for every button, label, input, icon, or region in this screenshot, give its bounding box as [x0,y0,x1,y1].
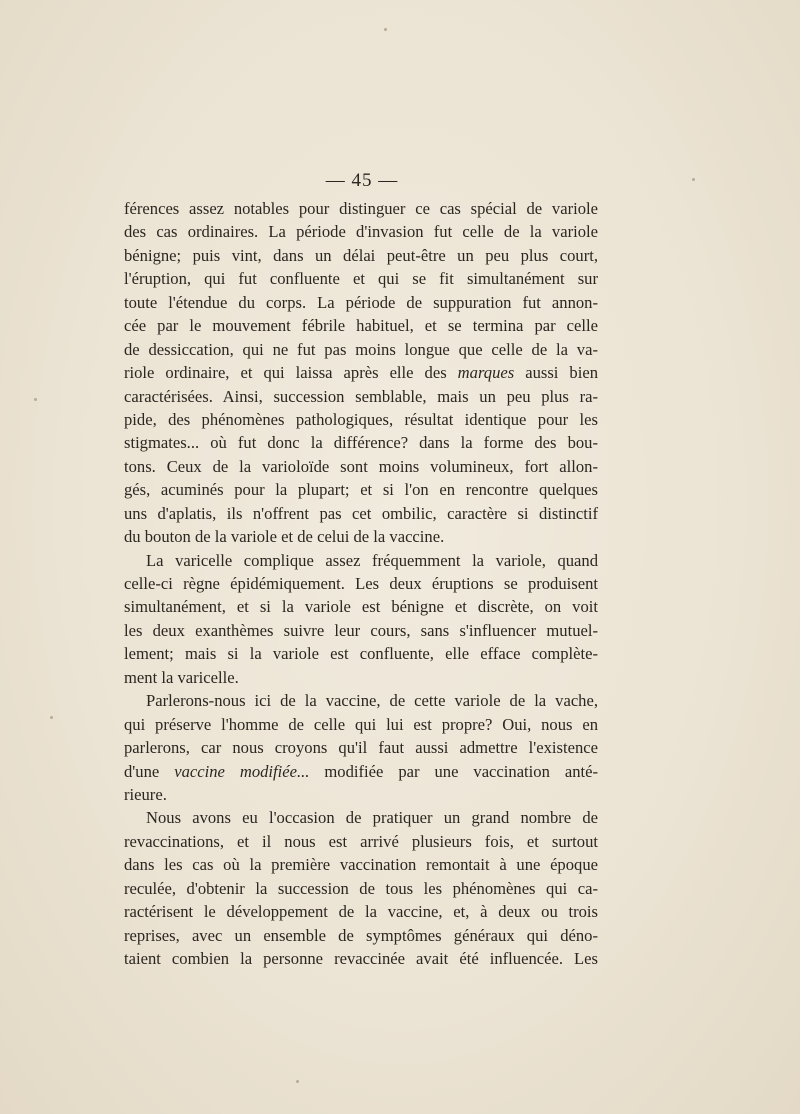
text-line [124,220,598,243]
text-line [124,267,598,290]
italic-phrase: marques [457,363,515,383]
text-line [124,736,598,759]
text-line [124,291,598,314]
text-line [124,314,598,337]
text-run: pide, des phénomènes pathologiques, résultat identique pour les [124,409,598,429]
text-run: celle-ci règne épidémiquement. Les deux éruptions se produisent [124,574,598,593]
text-line [124,689,598,712]
text-run: uns d'aplatis, ils n'offrent pas cet ombilic, caractère si distinctif [124,503,598,523]
body-text [124,197,598,970]
text-run: Parlerons-nous ici de la vaccine, de cette variole de la vache, [146,691,598,711]
text-line [124,525,598,548]
text-line [124,642,598,665]
paper-speck [296,1080,299,1083]
text-line [124,572,598,595]
text-run: qui préserve l'homme de celle qui lui est propre? Oui, nous en [124,714,598,734]
text-line [124,361,598,384]
text-run: des cas ordinaires. La période d'invasion fut celle de la variole [124,222,598,242]
page-number: — 45 — [325,170,399,191]
text-run: reprises, avec un ensemble de symptômes généraux qui déno- [124,925,598,945]
text-line [124,806,598,829]
paper-speck [34,398,37,401]
text-run: toute l'étendue du corps. La période de suppuration fut annon- [124,292,598,312]
paper-speck [50,716,53,719]
text-run: caractérisées. Ainsi, succession semblable, mais un peu plus ra- [124,386,598,406]
text-run: gés, acuminés pour la plupart; et si l'on en rencontre quelques [124,480,598,500]
text-run: riole ordinaire, et qui laissa après elle des [124,363,458,383]
text-run: ment la varicelle. [124,667,239,687]
text-line [124,455,598,478]
text-run: La varicelle complique assez fréquemment la variole, quand [146,550,598,570]
text-run: de dessiccation, qui ne fut pas moins longue que celle de la va- [124,339,598,359]
text-line [124,666,598,689]
text-run: dans les cas où la première vaccination remontait à une époque [124,855,598,875]
text-line [124,595,598,618]
text-line [124,408,598,431]
text-line [124,197,598,220]
text-run: ractérisent le développement de la vaccine, et, à deux ou trois [124,902,598,922]
text-line [124,947,598,970]
text-run: modifiée par une vaccination anté- [309,761,598,781]
text-line [124,924,598,947]
text-run: l'éruption, qui fut confluente et qui se fit simultanément sur [124,269,598,289]
text-line [124,549,598,572]
text-line [124,244,598,267]
text-run: lement; mais si la variole est confluente, elle efface complète- [124,644,598,664]
text-line [124,619,598,642]
text-run: taient combien la personne revaccinée avait été influencée. Les [124,949,598,968]
text-line [124,385,598,408]
text-line [124,760,598,783]
text-run: parlerons, car nous croyons qu'il faut aussi admettre l'existence [124,738,598,758]
text-run: cée par le mouvement fébrile habituel, et se termina par celle [124,316,598,336]
text-line [124,900,598,923]
text-run: aussi bien [514,363,598,383]
text-run: reculée, d'obtenir la succession de tous les phénomènes qui ca- [124,878,598,898]
text-run: les deux exanthèmes suivre leur cours, sans s'influencer mutuel- [124,620,598,640]
text-line [124,502,598,525]
text-run: revaccinations, et il nous est arrivé plusieurs fois, et surtout [124,831,598,851]
text-run: Nous avons eu l'occasion de pratiquer un grand nombre de [146,808,598,828]
text-run: du bouton de la variole et de celui de la vaccine. [124,527,445,547]
text-line [124,713,598,736]
text-line [124,478,598,501]
paper-speck [692,178,695,181]
text-run: tons. Ceux de la varioloïde sont moins volumineux, fort allon- [124,456,598,476]
text-run: rieure. [124,784,167,804]
text-line [124,338,598,361]
text-run: d'une [124,761,175,781]
text-line [124,431,598,454]
text-line [124,853,598,876]
text-line [124,877,598,900]
text-run: simultanément, et si la variole est bénigne et discrète, on voit [124,597,598,617]
paper-speck [384,28,387,31]
text-run: bénigne; puis vint, dans un délai peut-être un peu plus court, [124,245,598,265]
text-line [124,830,598,853]
text-line [124,783,598,806]
text-run: férences assez notables pour distinguer ce cas spécial de variole [124,199,598,218]
text-run: stigmates... où fut donc la différence? dans la forme des bou- [124,433,598,453]
italic-phrase: vaccine modifiée... [174,761,310,781]
